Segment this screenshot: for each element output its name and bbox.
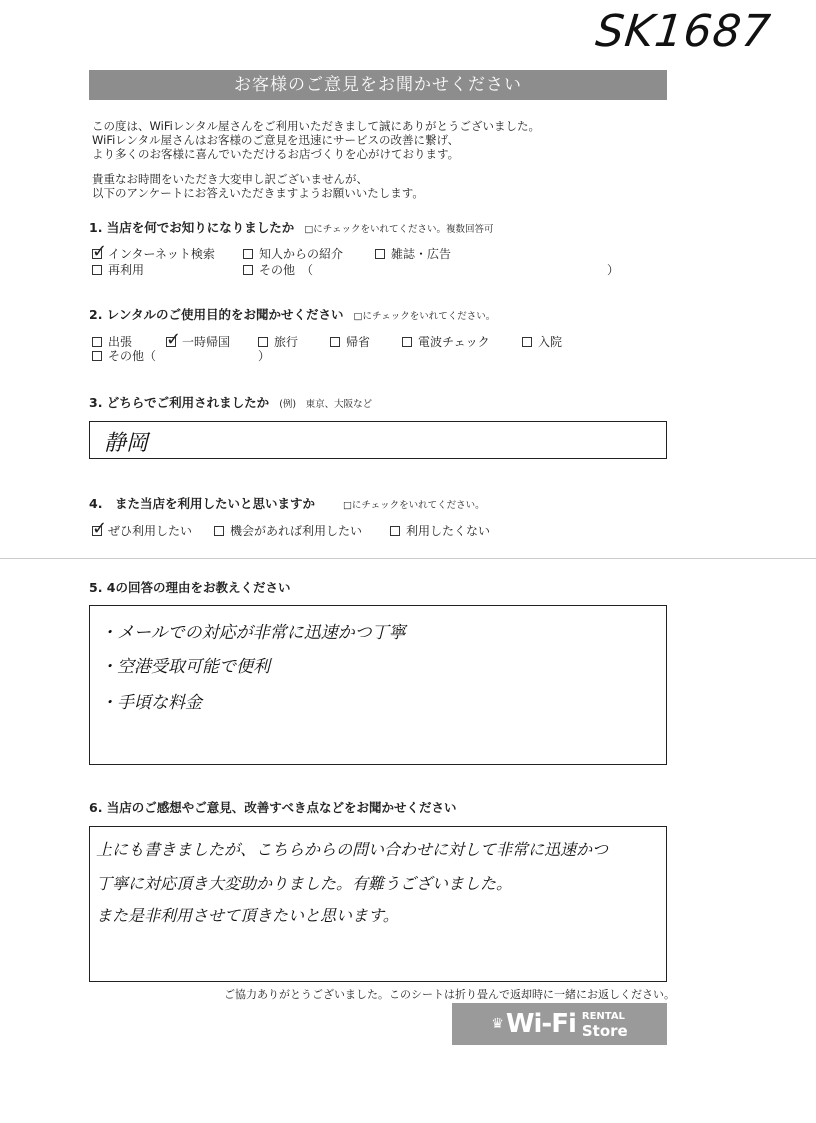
q2-option-label: 電波チェック	[418, 335, 490, 349]
q6-answer-box[interactable]	[89, 826, 667, 982]
q2-option-label: 旅行	[274, 335, 299, 349]
q1-option-label: 雑誌・広告	[391, 247, 452, 261]
intro-line-5: 以下のアンケートにお答えいただきますようお願いいたします。	[92, 186, 424, 200]
q4-option-label: ぜひ利用したい	[108, 524, 193, 538]
q3-title-text: 3. どちらでご利用されましたか	[89, 395, 270, 410]
handwritten-ref-code: SK1687	[593, 6, 774, 57]
checkbox-checked[interactable]	[92, 526, 102, 536]
q1-option-reuse[interactable]	[92, 261, 144, 278]
q2-title	[89, 305, 495, 323]
wifi-rental-store-logo	[452, 1003, 667, 1045]
q1-option-label: その他 （	[259, 263, 314, 277]
q1-option-label: 再利用	[108, 263, 145, 277]
checkbox[interactable]	[243, 249, 253, 259]
checkbox-checked[interactable]	[166, 337, 176, 347]
q1-note: □にチェックをいれてください。複数回答可	[304, 224, 494, 235]
checkbox[interactable]	[258, 337, 268, 347]
q4-option-definitely[interactable]	[92, 522, 192, 539]
q1-title-text: 1. 当店を何でお知りになりましたか	[89, 220, 295, 235]
q2-option-label: その他（	[108, 349, 157, 363]
logo-store-text: Store	[581, 1022, 628, 1040]
checkbox[interactable]	[243, 265, 253, 275]
checkbox[interactable]	[402, 337, 412, 347]
q1-option-label: 知人からの紹介	[259, 247, 344, 261]
q3-title	[89, 393, 372, 411]
intro-line-1: この度は、WiFiレンタル屋さんをご利用いただきまして誠にありがとうございました。	[92, 119, 541, 133]
q4-option-maybe[interactable]	[214, 522, 362, 539]
q5-title: 5. 4の回答の理由をお教えください	[89, 580, 291, 595]
checkbox[interactable]	[92, 351, 102, 361]
q2-option-label: 入院	[538, 335, 563, 349]
logo-sub	[582, 1010, 628, 1038]
checkbox[interactable]	[330, 337, 340, 347]
q4-title	[89, 494, 485, 512]
survey-title: お客様のご意見をお聞かせください	[89, 70, 667, 100]
q2-option-other[interactable]	[92, 347, 156, 364]
q2-title-text: 2. レンタルのご使用目的をお聞かせください	[89, 307, 344, 322]
q4-option-no[interactable]	[390, 522, 490, 539]
intro-line-4: 貴重なお時間をいただき大変申し訳ございませんが、	[92, 172, 368, 186]
q1-option-internet[interactable]	[92, 245, 215, 262]
q3-handwritten-answer: 静岡	[104, 431, 149, 456]
checkbox[interactable]	[92, 337, 102, 347]
fold-line	[0, 558, 816, 559]
checkbox[interactable]	[522, 337, 532, 347]
q3-note: (例) 東京、大阪など	[279, 399, 373, 410]
intro-line-3: より多くのお客様に喜んでいただけるお店づくりを心がけております。	[92, 147, 460, 161]
q6-handwritten-line-1: 上にも書きましたが、こちらからの問い合わせに対して非常に迅速かつ	[96, 840, 609, 859]
checkbox[interactable]	[375, 249, 385, 259]
q4-option-label: 利用したくない	[406, 524, 491, 538]
q6-handwritten-line-3: また是非利用させて頂きたいと思います。	[96, 906, 399, 925]
checkbox[interactable]	[92, 265, 102, 275]
q1-option-label: インターネット検索	[108, 247, 215, 261]
checkbox[interactable]	[214, 526, 224, 536]
q1-other-close-paren: ）	[607, 263, 620, 277]
q2-option-hospital[interactable]	[522, 333, 562, 350]
q2-other-close-paren: ）	[258, 349, 271, 363]
logo-rental-text: RENTAL	[581, 1011, 625, 1022]
q6-title: 6. 当店のご感想やご意見、改善すべき点などをお聞かせください	[89, 800, 457, 815]
q1-option-referral[interactable]	[243, 245, 343, 262]
crown-icon: ♛	[491, 1016, 504, 1032]
q5-handwritten-line-3: ・手頃な料金	[100, 693, 202, 713]
q5-handwritten-line-2: ・空港受取可能で便利	[100, 657, 270, 677]
q4-note: □にチェックをいれてください。	[342, 500, 485, 511]
q2-option-signal-check[interactable]	[402, 333, 490, 350]
q2-option-label: 帰省	[346, 335, 371, 349]
q1-option-other[interactable]	[243, 261, 313, 278]
q2-option-temporary-return[interactable]	[166, 333, 230, 350]
checkbox-checked[interactable]	[92, 249, 102, 259]
q2-option-label: 出張	[108, 335, 133, 349]
q2-note: □にチェックをいれてください。	[353, 311, 496, 322]
q2-option-homecoming[interactable]	[330, 333, 370, 350]
q5-answer-box[interactable]	[89, 605, 667, 765]
q1-title	[89, 218, 494, 236]
logo-wifi-text: Wi-Fi	[505, 1009, 576, 1039]
q2-option-label: 一時帰国	[182, 335, 231, 349]
q4-title-text: 4. また当店を利用したいと思いますか	[89, 496, 315, 511]
q4-option-label: 機会があれば利用したい	[230, 524, 363, 538]
intro-line-2: WiFiレンタル屋さんはお客様のご意見を迅速にサービスの改善に繋げ、	[92, 133, 460, 147]
checkbox[interactable]	[390, 526, 400, 536]
q3-answer-box[interactable]	[89, 421, 667, 459]
footer-note: ご協力ありがとうございました。このシートは折り畳んで返却時に一緒にお返しください。	[224, 988, 675, 1001]
q1-option-magazine[interactable]	[375, 245, 451, 262]
q5-handwritten-line-1: ・メールでの対応が非常に迅速かつ丁寧	[100, 623, 406, 643]
q6-handwritten-line-2: 丁寧に対応頂き大変助かりました。有難うございました。	[96, 874, 513, 893]
